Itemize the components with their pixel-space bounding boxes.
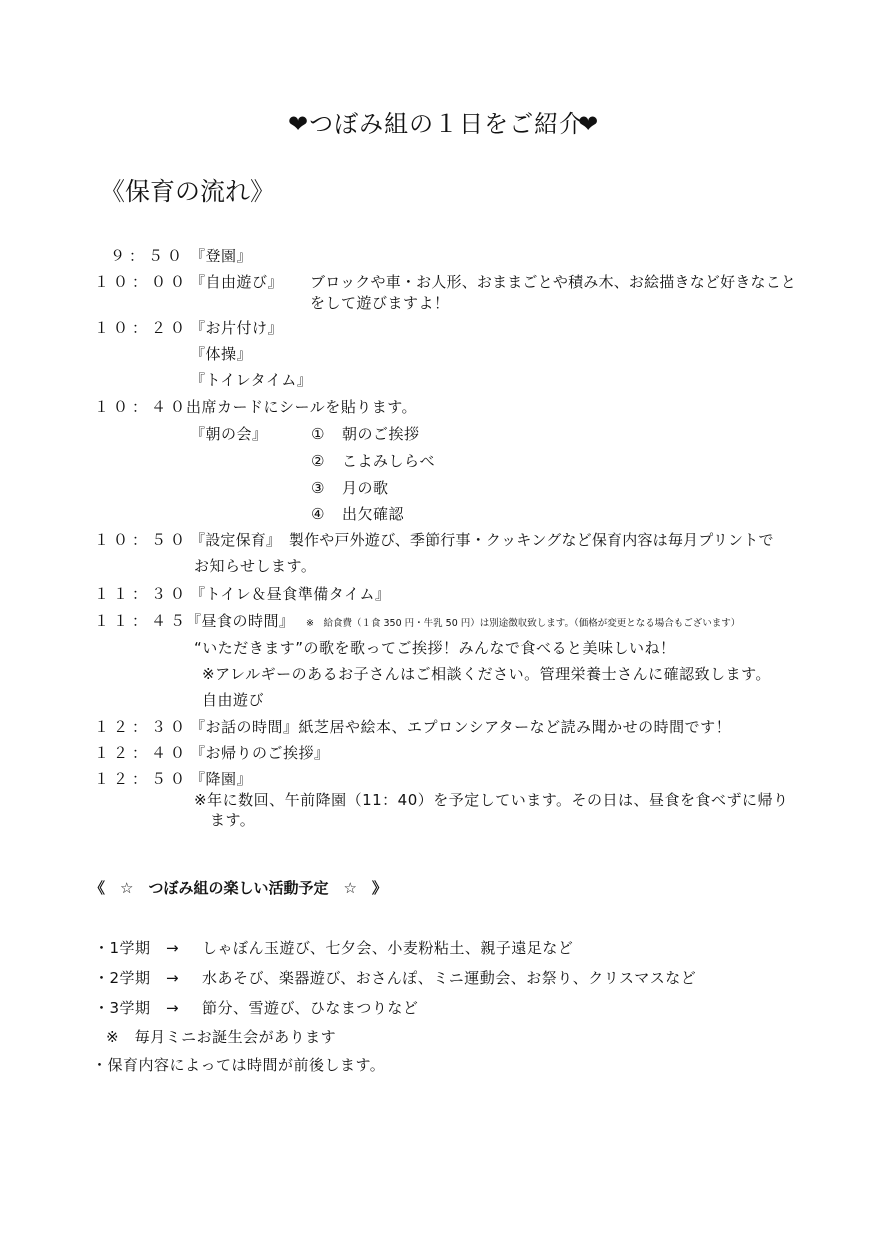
section-heading: 《保育の流れ》	[100, 177, 276, 206]
page-title-text: つぼみ組の１日をご紹介	[309, 110, 585, 138]
list-item: 月の歌	[342, 479, 389, 497]
schedule-item: 『トイレ＆昼食準備タイム』	[190, 585, 391, 603]
time-0950: ９：５０	[110, 247, 187, 265]
term-activities: しゃぼん玉遊び、七夕会、小麦粉粘土、親子遠足など	[202, 939, 574, 957]
schedule-item: 『登園』	[190, 247, 253, 265]
schedule-item: 『降園』	[190, 770, 253, 788]
term-label: ・2学期 →	[94, 969, 180, 987]
list-item: 出欠確認	[342, 505, 405, 523]
time-note: ・保育内容によっては時間が前後します。	[92, 1056, 386, 1074]
lunch-fee-note: ※ 給食費（１食 350 円・牛乳 50 円）は別途徴収致します。（価格が変更となる場合もございます）	[306, 618, 741, 629]
time-1240: １２：４０	[94, 744, 190, 762]
term-label: ・1学期 →	[94, 939, 180, 957]
schedule-item: 『朝の会』	[190, 425, 268, 443]
schedule-description: 自由遊び	[202, 691, 265, 709]
time-1130: １１：３０	[94, 585, 190, 603]
time-1000: １０：００	[94, 273, 190, 291]
time-1020: １０：２０	[94, 319, 190, 337]
schedule-item: 出席カードにシールを貼ります。	[186, 398, 418, 416]
schedule-description: をして遊びますよ！	[310, 294, 450, 312]
schedule-item: 『トイレタイム』	[190, 371, 313, 389]
activities-heading: 《 ☆ つぼみ組の楽しい活動予定 ☆ 》	[90, 879, 387, 897]
term-activities: 水あそび、楽器遊び、おさんぽ、ミニ運動会、お祭り、クリスマスなど	[202, 969, 697, 987]
schedule-item: 『体操』	[190, 345, 253, 363]
schedule-description: お知らせします。	[194, 557, 317, 575]
schedule-item: 『お帰りのご挨拶』	[190, 744, 330, 762]
list-number: ③	[311, 479, 325, 497]
schedule-item: 『昼食の時間』	[186, 612, 295, 630]
list-number: ②	[311, 452, 325, 470]
schedule-description: “いただきます”の歌を歌ってご挨拶！みんなで食べると美味しいね！	[194, 639, 676, 657]
schedule-item: 『設定保育』 製作や戸外遊び、季節行事・クッキングなど保育内容は毎月プリントで	[190, 531, 774, 549]
early-dismissal-note: ※年に数回、午前降園（11：40）を予定しています。その日は、昼食を食べずに帰り	[194, 791, 789, 809]
list-item: こよみしらべ	[342, 452, 436, 470]
list-number: ①	[311, 425, 325, 443]
term-activities: 節分、雪遊び、ひなまつりなど	[202, 999, 419, 1017]
schedule-item: 『お話の時間』紙芝居や絵本、エプロンシアターなど読み聞かせの時間です！	[190, 718, 732, 736]
heart-icon: ❤	[578, 110, 600, 138]
time-1050: １０：５０	[94, 531, 190, 549]
term-label: ・3学期 →	[94, 999, 180, 1017]
time-1145: １１：４５	[94, 612, 190, 630]
schedule-item: 『自由遊び』	[190, 273, 284, 291]
list-number: ④	[311, 505, 325, 523]
list-item: 朝のご挨拶	[342, 425, 420, 443]
birthday-note: ※ 毎月ミニお誕生会があります	[106, 1028, 337, 1046]
schedule-description: ブロックや車・お人形、おままごとや積み木、お絵描きなど好きなこと	[310, 273, 797, 291]
allergy-note: ※アレルギーのあるお子さんはご相談ください。管理栄養士さんに確認致します。	[202, 665, 771, 683]
schedule-item: 『お片付け』	[190, 319, 284, 337]
early-dismissal-note: ます。	[210, 811, 256, 829]
time-1230: １２：３０	[94, 718, 190, 736]
time-1250: １２：５０	[94, 770, 190, 788]
heart-icon: ❤	[288, 110, 310, 138]
time-1040: １０：４０	[94, 398, 190, 416]
page-title	[288, 104, 599, 139]
